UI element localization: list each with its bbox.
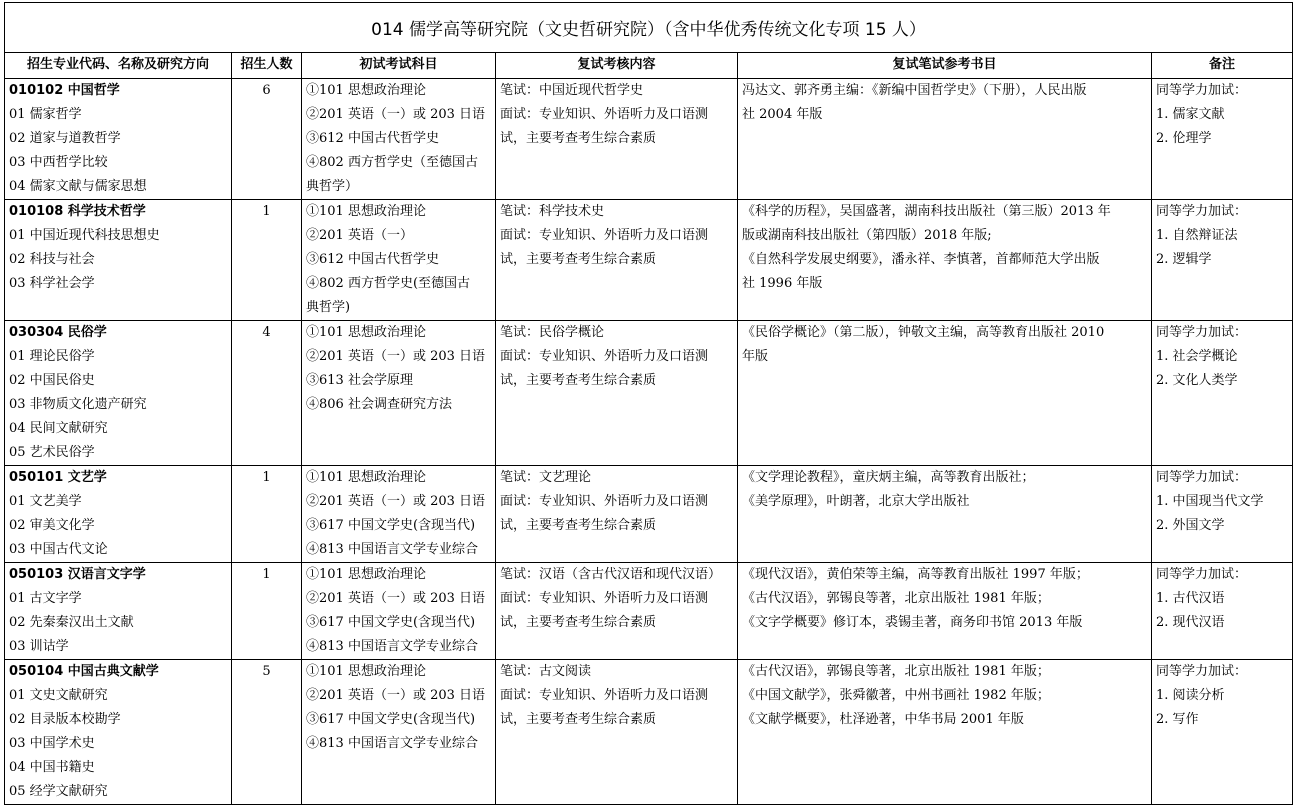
research-direction: 02 中国民俗史 (9, 373, 95, 388)
retest-cell (496, 79, 738, 200)
retest-item: 面试：专业知识、外语听力及口语测 (500, 228, 709, 243)
exam-subject: ④802 西方哲学史（至德国古 (306, 155, 478, 170)
retest-item: 笔试：文艺理论 (500, 470, 592, 485)
exam-subject: ②201 英语（一）或 203 日语 (306, 349, 486, 364)
notes-cell (1152, 200, 1293, 321)
major-cell (5, 660, 232, 805)
major-cell (5, 563, 232, 660)
reference-book: 《科学的历程》，吴国盛著，湖南科技出版社（第三版）2013 年 (742, 204, 1111, 219)
retest-cell (496, 466, 738, 563)
exam-subject: ①101 思想政治理论 (306, 664, 426, 679)
count-cell (232, 79, 302, 200)
header-retest: 复试考核内容 (496, 53, 738, 79)
exam-subject: ④806 社会调查研究方法 (306, 397, 452, 412)
major-cell (5, 79, 232, 200)
header-count: 招生人数 (232, 53, 302, 79)
admissions-table (4, 2, 1293, 805)
exam-cell (302, 200, 496, 321)
enrollment-count: 1 (262, 204, 271, 219)
notes-cell (1152, 321, 1293, 466)
exam-subject: ②201 英语（一）或 203 日语 (306, 107, 486, 122)
exam-subject: ①101 思想政治理论 (306, 83, 426, 98)
books-cell (738, 321, 1152, 466)
exam-subject: ④802 西方哲学史(至德国古 (306, 276, 471, 291)
exam-subject: ③613 社会学原理 (306, 373, 413, 388)
retest-item: 面试：专业知识、外语听力及口语测 (500, 349, 709, 364)
count-cell (232, 660, 302, 805)
retest-cell (496, 321, 738, 466)
exam-subject: ②201 英语（一）或 203 日语 (306, 494, 486, 509)
retest-item: 试，主要考查考生综合素质 (500, 615, 657, 630)
note-item: 1. 自然辩证法 (1156, 228, 1238, 243)
table-row (5, 660, 1293, 805)
exam-subject: 典哲学） (306, 179, 359, 194)
exam-subject: ③612 中国古代哲学史 (306, 252, 439, 267)
table-row (5, 466, 1293, 563)
reference-book: 《自然科学发展史纲要》，潘永祥、李慎著，首都师范大学出版 (742, 252, 1100, 267)
header-row (5, 53, 1293, 79)
note-item: 2. 伦理学 (1156, 131, 1212, 146)
research-direction: 02 先秦秦汉出土文献 (9, 615, 134, 630)
note-item: 1. 阅读分析 (1156, 688, 1225, 703)
major-cell (5, 200, 232, 321)
exam-subject: ③612 中国古代哲学史 (306, 131, 439, 146)
retest-item: 试，主要考查考生综合素质 (500, 252, 657, 267)
reference-book: 《美学原理》，叶朗著，北京大学出版社 (742, 494, 970, 509)
exam-subject: ④813 中国语言文学专业综合 (306, 736, 478, 751)
notes-cell (1152, 466, 1293, 563)
research-direction: 05 经学文献研究 (9, 784, 108, 799)
major-name: 050104 中国古典文献学 (9, 664, 159, 679)
books-cell (738, 660, 1152, 805)
note-item: 1. 社会学概论 (1156, 349, 1238, 364)
exam-subject: 典哲学) (306, 300, 351, 315)
retest-item: 面试：专业知识、外语听力及口语测 (500, 107, 709, 122)
major-name: 050101 文艺学 (9, 470, 107, 485)
enrollment-count: 4 (262, 325, 271, 340)
research-direction: 01 文史文献研究 (9, 688, 108, 703)
enrollment-count: 1 (262, 470, 271, 485)
major-cell (5, 466, 232, 563)
research-direction: 01 儒家哲学 (9, 107, 82, 122)
retest-item: 试，主要考查考生综合素质 (500, 131, 657, 146)
reference-book: 《中国文献学》，张舜徽著，中州书画社 1982 年版； (742, 688, 1050, 703)
note-item: 同等学力加试： (1156, 204, 1248, 219)
header-notes: 备注 (1152, 53, 1293, 79)
reference-book: 年版 (742, 349, 769, 364)
note-item: 同等学力加试： (1156, 567, 1248, 582)
table-title: 014 儒学高等研究院（文史哲研究院）（含中华优秀传统文化专项 15 人） (5, 3, 1293, 53)
retest-item: 面试：专业知识、外语听力及口语测 (500, 688, 709, 703)
major-name: 010108 科学技术哲学 (9, 204, 146, 219)
enrollment-count: 1 (262, 567, 271, 582)
exam-subject: ②201 英语（一）或 203 日语 (306, 591, 486, 606)
books-cell (738, 79, 1152, 200)
retest-item: 面试：专业知识、外语听力及口语测 (500, 591, 709, 606)
notes-cell (1152, 660, 1293, 805)
table-row (5, 563, 1293, 660)
retest-item: 试，主要考查考生综合素质 (500, 373, 657, 388)
note-item: 2. 文化人类学 (1156, 373, 1238, 388)
exam-subject: ①101 思想政治理论 (306, 204, 426, 219)
research-direction: 03 中国古代文论 (9, 542, 108, 557)
count-cell (232, 466, 302, 563)
research-direction: 03 中国学术史 (9, 736, 95, 751)
exam-cell (302, 563, 496, 660)
research-direction: 02 道家与道教哲学 (9, 131, 121, 146)
books-cell (738, 200, 1152, 321)
research-direction: 02 审美文化学 (9, 518, 95, 533)
exam-subject: ③617 中国文学史(含现当代) (306, 712, 476, 727)
exam-subject: ②201 英语（一）或 203 日语 (306, 688, 486, 703)
retest-item: 笔试：中国近现代哲学史 (500, 83, 644, 98)
research-direction: 03 科学社会学 (9, 276, 95, 291)
reference-book: 社 2004 年版 (742, 107, 823, 122)
exam-subject: ③617 中国文学史(含现当代) (306, 615, 476, 630)
retest-item: 笔试：汉语（含古代汉语和现代汉语） (500, 567, 722, 582)
retest-cell (496, 660, 738, 805)
note-item: 同等学力加试： (1156, 325, 1248, 340)
exam-subject: ②201 英语（一） (306, 228, 413, 243)
major-cell (5, 321, 232, 466)
table-row (5, 200, 1293, 321)
exam-subject: ①101 思想政治理论 (306, 470, 426, 485)
note-item: 2. 写作 (1156, 712, 1199, 727)
retest-cell (496, 200, 738, 321)
note-item: 2. 外国文学 (1156, 518, 1225, 533)
reference-book: 《文字学概要》修订本，裘锡圭著，商务印书馆 2013 年版 (742, 615, 1083, 630)
retest-item: 笔试：科学技术史 (500, 204, 605, 219)
exam-cell (302, 79, 496, 200)
research-direction: 01 理论民俗学 (9, 349, 95, 364)
books-cell (738, 466, 1152, 563)
major-name: 010102 中国哲学 (9, 83, 120, 98)
header-major: 招生专业代码、名称及研究方向 (5, 53, 232, 79)
enrollment-count: 5 (262, 664, 271, 679)
reference-book: 《古代汉语》，郭锡良等著，北京出版社 1981 年版； (742, 591, 1050, 606)
reference-book: 《文学理论教程》，童庆炳主编，高等教育出版社； (742, 470, 1035, 485)
table-row (5, 321, 1293, 466)
notes-cell (1152, 79, 1293, 200)
research-direction: 01 中国近现代科技思想史 (9, 228, 160, 243)
major-name: 030304 民俗学 (9, 325, 107, 340)
exam-subject: ①101 思想政治理论 (306, 325, 426, 340)
note-item: 同等学力加试： (1156, 470, 1248, 485)
table-row (5, 79, 1293, 200)
research-direction: 04 儒家文献与儒家思想 (9, 179, 147, 194)
books-cell (738, 563, 1152, 660)
count-cell (232, 321, 302, 466)
reference-book: 《文献学概要》，杜泽逊著，中华书局 2001 年版 (742, 712, 1024, 727)
reference-book: 《现代汉语》，黄伯荣等主编，高等教育出版社 1997 年版； (742, 567, 1089, 582)
research-direction: 03 中西哲学比较 (9, 155, 108, 170)
reference-book: 冯达文、郭齐勇主编：《新编中国哲学史》（下册），人民出版 (742, 83, 1087, 98)
research-direction: 03 训诂学 (9, 639, 69, 654)
retest-item: 笔试：古文阅读 (500, 664, 592, 679)
research-direction: 04 民间文献研究 (9, 421, 108, 436)
exam-cell (302, 321, 496, 466)
research-direction: 04 中国书籍史 (9, 760, 95, 775)
reference-book: 社 1996 年版 (742, 276, 823, 291)
count-cell (232, 563, 302, 660)
retest-item: 试，主要考查考生综合素质 (500, 518, 657, 533)
reference-book: 《民俗学概论》（第二版），钟敬文主编，高等教育出版社 2010 (742, 325, 1105, 340)
exam-subject: ①101 思想政治理论 (306, 567, 426, 582)
count-cell (232, 200, 302, 321)
research-direction: 05 艺术民俗学 (9, 445, 95, 460)
research-direction: 03 非物质文化遗产研究 (9, 397, 147, 412)
exam-cell (302, 466, 496, 563)
exam-cell (302, 660, 496, 805)
exam-subject: ④813 中国语言文学专业综合 (306, 639, 478, 654)
note-item: 同等学力加试： (1156, 83, 1248, 98)
research-direction: 02 科技与社会 (9, 252, 95, 267)
header-exam: 初试考试科目 (302, 53, 496, 79)
table-body (5, 79, 1293, 805)
note-item: 2. 现代汉语 (1156, 615, 1225, 630)
note-item: 同等学力加试： (1156, 664, 1248, 679)
research-direction: 01 文艺美学 (9, 494, 82, 509)
notes-cell (1152, 563, 1293, 660)
exam-subject: ③617 中国文学史(含现当代) (306, 518, 476, 533)
note-item: 1. 中国现当代文学 (1156, 494, 1264, 509)
retest-item: 面试：专业知识、外语听力及口语测 (500, 494, 709, 509)
major-name: 050103 汉语言文字学 (9, 567, 146, 582)
retest-cell (496, 563, 738, 660)
exam-subject: ④813 中国语言文学专业综合 (306, 542, 478, 557)
note-item: 2. 逻辑学 (1156, 252, 1212, 267)
enrollment-count: 6 (262, 83, 271, 98)
header-books: 复试笔试参考书目 (738, 53, 1152, 79)
research-direction: 01 古文字学 (9, 591, 82, 606)
reference-book: 《古代汉语》，郭锡良等著，北京出版社 1981 年版； (742, 664, 1050, 679)
note-item: 1. 古代汉语 (1156, 591, 1225, 606)
note-item: 1. 儒家文献 (1156, 107, 1225, 122)
research-direction: 02 目录版本校勘学 (9, 712, 121, 727)
retest-item: 笔试：民俗学概论 (500, 325, 605, 340)
reference-book: 版或湖南科技出版社（第四版）2018 年版; (742, 228, 992, 243)
retest-item: 试，主要考查考生综合素质 (500, 712, 657, 727)
